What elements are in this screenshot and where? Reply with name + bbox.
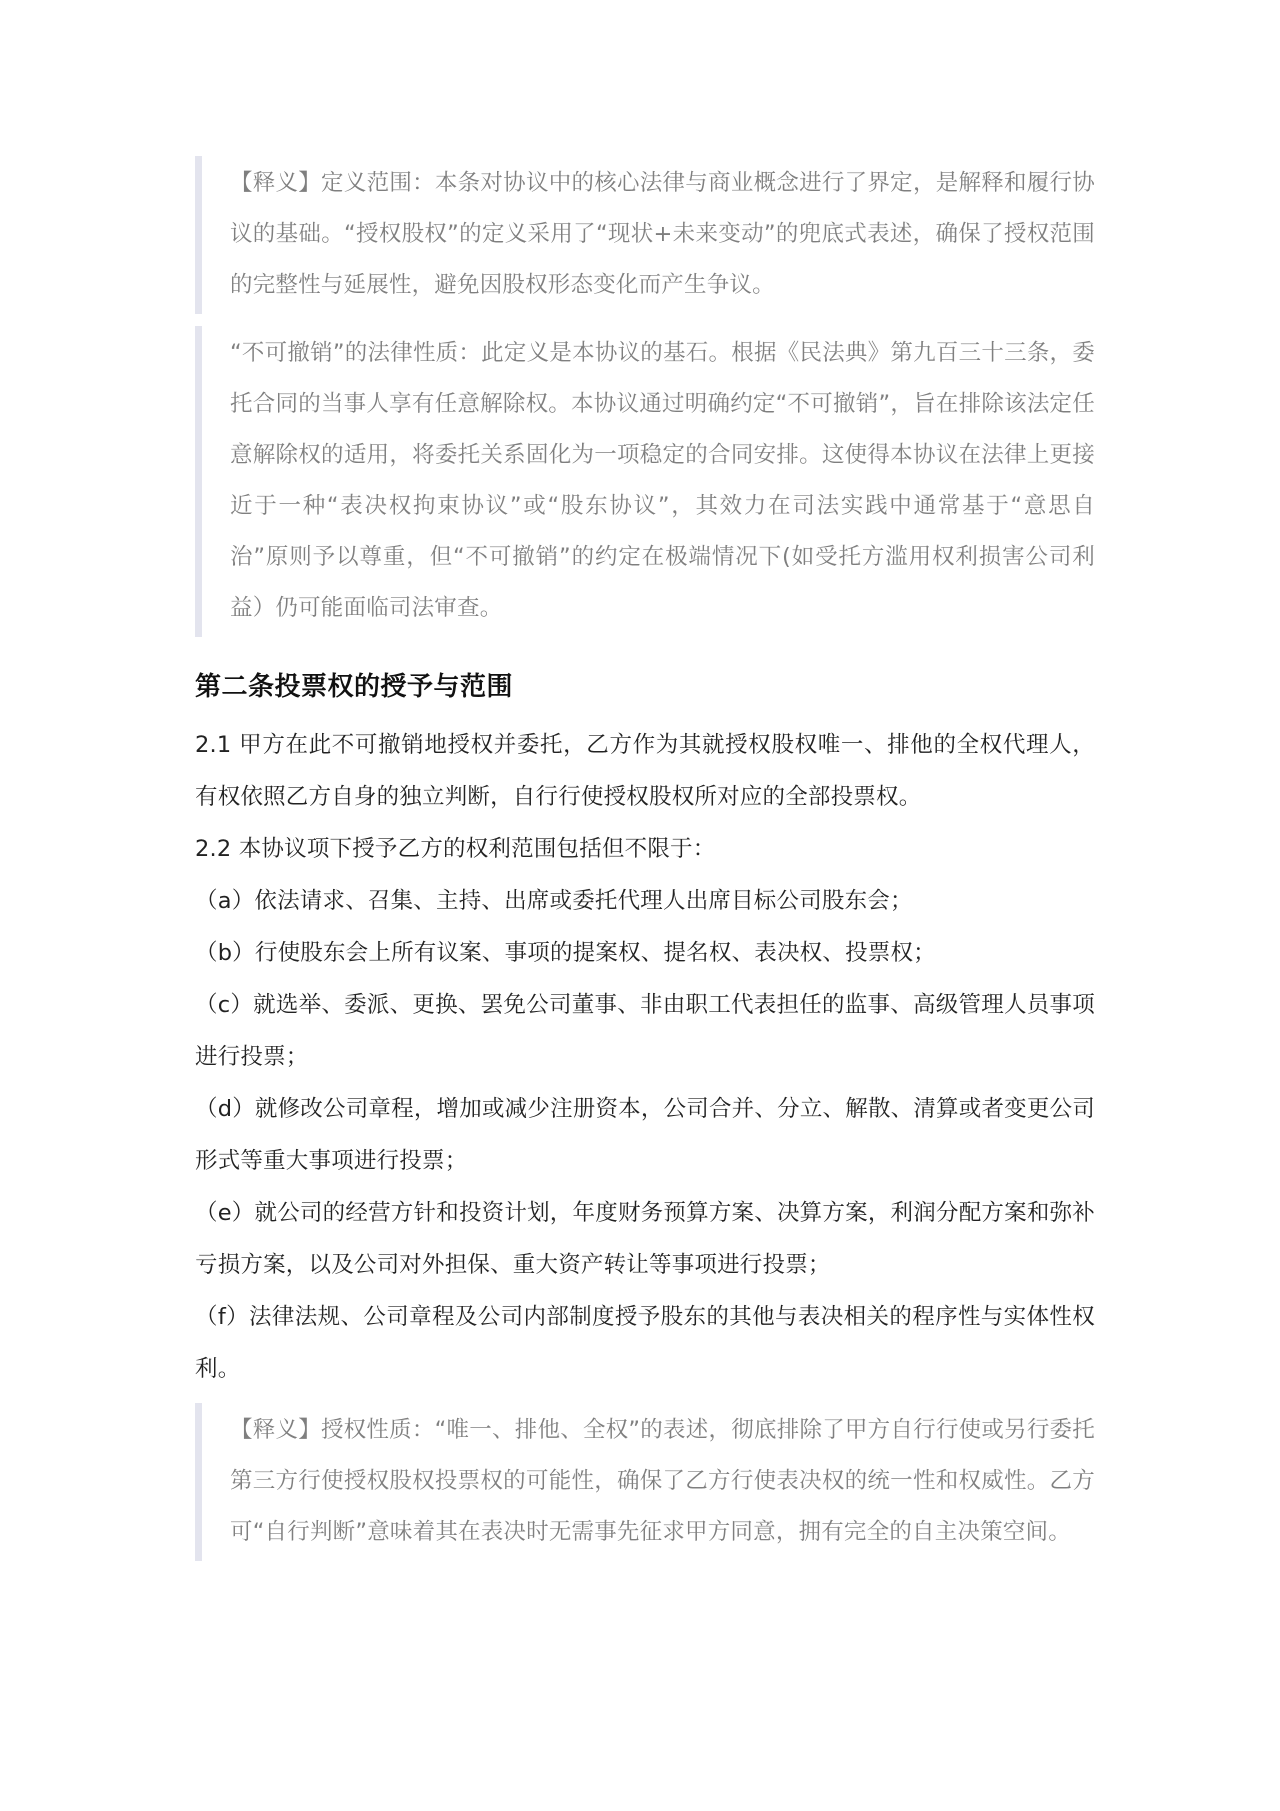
annotation-authorization-nature	[195, 1403, 1095, 1561]
document-content	[195, 156, 1095, 1561]
annotation-definition-scope	[195, 156, 1095, 314]
annotation-text: 【释义】授权性质：“唯一、排他、全权”的表述，彻底排除了甲方自行行使或另行委托第三方行使授权股权投票权的可能性，确保了乙方行使表决权的统一性和权威性。乙方可“自行判断”意味着其在表决时无需事先征求甲方同意，拥有完全的自主决策空间。	[230, 1417, 1095, 1545]
section-heading: 第二条投票权的授予与范围	[195, 672, 514, 702]
list-item: （e）就公司的经营方针和投资计划，年度财务预算方案、决算方案，利润分配方案和弥补亏损方案，以及公司对外担保、重大资产转让等事项进行投票；	[195, 1200, 1095, 1278]
clause-2-2: 2.2 本协议项下授予乙方的权利范围包括但不限于：	[195, 836, 716, 862]
clause-2-1: 2.1 甲方在此不可撤销地授权并委托，乙方作为其就授权股权唯一、排他的全权代理人，有权依照乙方自身的独立判断，自行行使授权股权所对应的全部投票权。	[195, 732, 1095, 810]
list-item: （a）依法请求、召集、主持、出席或委托代理人出席目标公司股东会；	[195, 888, 913, 914]
list-item: （b）行使股东会上所有议案、事项的提案权、提名权、表决权、投票权；	[195, 940, 936, 966]
annotation-text: 【释义】定义范围：本条对协议中的核心法律与商业概念进行了界定，是解释和履行协议的基础。“授权股权”的定义采用了“现状+未来变动”的兜底式表述，确保了授权范围的完整性与延展性，避免因股权形态变化而产生争议。	[230, 170, 1095, 298]
annotation-text: “不可撤销”的法律性质：此定义是本协议的基石。根据《民法典》第九百三十三条，委托合同的当事人享有任意解除权。本协议通过明确约定“不可撤销”，旨在排除该法定任意解除权的适用，将委托关系固化为一项稳定的合同安排。这使得本协议在法律上更接近于一种“表决权拘束协议”或“股东协议”，其效力在司法实践中通常基于“意思自治”原则予以尊重，但“不可撤销”的约定在极端情况下(如受托方滥用权利损害公司利益）仍可能面临司法审查。	[230, 340, 1095, 621]
list-item: （d）就修改公司章程，增加或减少注册资本，公司合并、分立、解散、清算或者变更公司形式等重大事项进行投票；	[195, 1096, 1095, 1174]
annotation-irrevocable-nature	[195, 326, 1095, 637]
list-item: （c）就选举、委派、更换、罢免公司董事、非由职工代表担任的监事、高级管理人员事项进行投票；	[195, 992, 1095, 1070]
list-item: （f）法律法规、公司章程及公司内部制度授予股东的其他与表决相关的程序性与实体性权利。	[195, 1304, 1095, 1382]
